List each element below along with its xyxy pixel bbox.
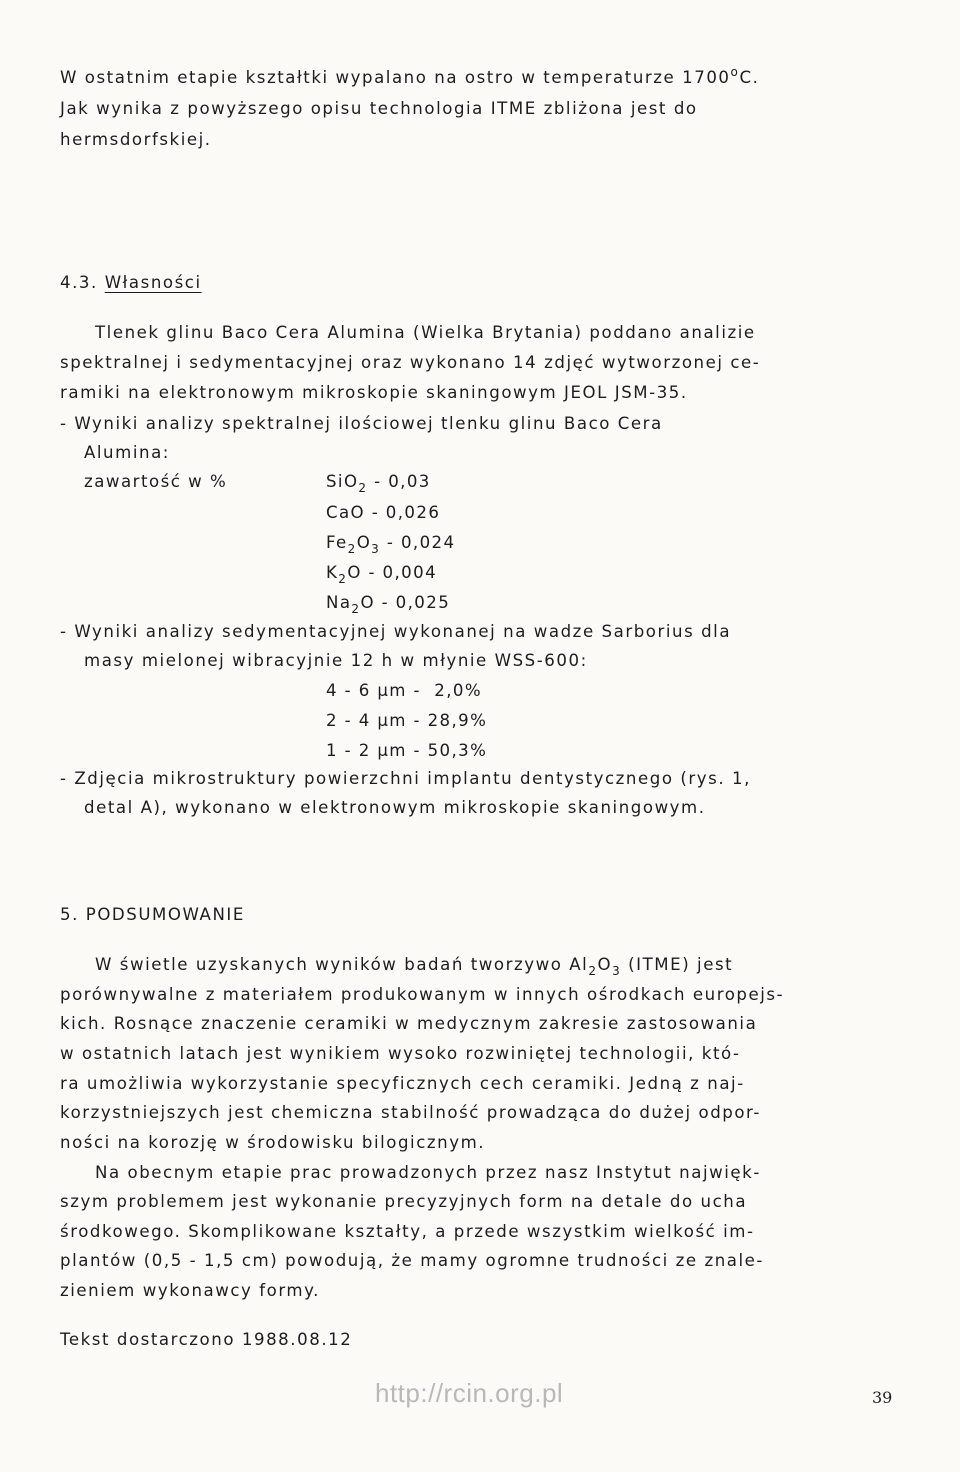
composition-row: [326, 502, 440, 524]
page-number: 39: [872, 1388, 893, 1407]
particle-row: 4 - 6 μm - 2,0%: [326, 681, 483, 700]
bullet-line: detal A), wykonano w elektronowym mikroskopie skaningowym.: [84, 798, 706, 817]
paragraph-line: szym problemem jest wykonanie precyzyjnych form na detale do ucha: [60, 1192, 748, 1211]
formula-sub: 2: [347, 542, 357, 556]
formula-text: K: [326, 563, 339, 582]
paragraph-line: spektralnej i sedymentacyjnej oraz wykonano 14 zdjęć wytworzonej ce-: [60, 353, 761, 372]
particle-row: 2 - 4 μm - 28,9%: [326, 711, 488, 730]
paragraph-line: Na obecnym etapie prac prowadzonych przez nasz Instytut najwięk-: [95, 1163, 761, 1182]
bullet-line: - Zdjęcia mikrostruktury powierzchni implantu dentystycznego (rys. 1,: [60, 769, 751, 788]
formula-text: Fe: [326, 533, 348, 552]
paragraph-line: ramiki na elektronowym mikroskopie skaningowym JEOL JSM-35.: [60, 383, 688, 402]
content-label: zawartość w %: [84, 472, 228, 491]
formula-text: O: [360, 593, 375, 612]
bullet-line: masy mielonej wibracyjnie 12 h w młynie WSS-600:: [84, 651, 588, 670]
paragraph-line: zieniem wykonawcy formy.: [60, 1281, 320, 1300]
formula-text: CaO: [326, 503, 366, 522]
section-title: Własności: [104, 273, 202, 292]
paragraph-line: [95, 954, 733, 976]
paragraph-line: w ostatnich latach jest wynikiem wysoko rozwiniętej technologii, któ-: [60, 1044, 741, 1063]
section-number: 4.3.: [60, 273, 98, 292]
formula-value: - 0,03: [367, 472, 431, 491]
paragraph-text: O: [597, 955, 613, 974]
formula-text: O: [347, 563, 362, 582]
formula-value: - 0,024: [380, 533, 456, 552]
formula-sub: 2: [351, 602, 361, 616]
paragraph-line: ności na korozję w środowisku bilogicznym.: [60, 1133, 486, 1152]
section-heading-5: 5. PODSUMOWANIE: [60, 905, 245, 924]
source-watermark: http://rcin.org.pl: [375, 1378, 564, 1408]
paragraph-line: porównywalne z materiałem produkowanym w innych ośrodkach europejs-: [60, 985, 785, 1004]
intro-line-2: Jak wynika z powyższego opisu technologia ITME zbliżona jest do: [60, 99, 698, 118]
bullet-line: Alumina:: [84, 443, 170, 462]
delivery-date: Tekst dostarczono 1988.08.12: [60, 1330, 353, 1349]
section-heading-4-3: [60, 272, 202, 294]
formula-text: Na: [326, 593, 352, 612]
composition-row: [326, 532, 455, 554]
intro-text-end: C.: [739, 68, 760, 87]
bullet-line: - Wyniki analizy spektralnej ilościowej tlenku glinu Baco Cera: [60, 414, 663, 433]
bullet-line: - Wyniki analizy sedymentacyjnej wykonanej na wadze Sarborius dla: [60, 622, 732, 641]
intro-line-1: [60, 67, 759, 89]
composition-row: [326, 592, 450, 614]
formula-sub: 3: [371, 542, 381, 556]
formula-value: - 0,026: [365, 503, 441, 522]
composition-row: [326, 562, 437, 584]
paragraph-text: W świetle uzyskanych wyników badań tworzywo Al: [95, 955, 589, 974]
degree-mark: o: [730, 65, 740, 79]
composition-row: [326, 471, 431, 493]
intro-text: W ostatnim etapie kształtki wypalano na ostro w temperaturze 1700: [60, 68, 731, 87]
intro-line-3: hermsdorfskiej.: [60, 130, 212, 149]
paragraph-line: kich. Rosnące znaczenie ceramiki w medycznym zakresie zastosowania: [60, 1014, 758, 1033]
paragraph-line: Tlenek glinu Baco Cera Alumina (Wielka Brytania) poddano analizie: [95, 323, 756, 342]
paragraph-line: środkowego. Skomplikowane kształty, a przede wszystkim wielkość im-: [60, 1222, 755, 1241]
formula-sub: 2: [338, 572, 348, 586]
formula-sub: 2: [358, 481, 368, 495]
formula-text: O: [356, 533, 372, 552]
formula-value: - 0,025: [374, 593, 451, 612]
formula-sub: 2: [588, 964, 598, 978]
formula-value: - 0,004: [361, 563, 438, 582]
formula-sub: 3: [612, 964, 622, 978]
paragraph-line: korzystniejszych jest chemiczna stabilność prowadząca do dużej odpor-: [60, 1103, 761, 1122]
paragraph-line: ra umożliwia wykorzystanie specyficznych cech ceramiki. Jedną z naj-: [60, 1074, 745, 1093]
formula-text: SiO: [326, 472, 359, 491]
paragraph-line: plantów (0,5 - 1,5 cm) powodują, że mamy ogromne trudności ze znale-: [60, 1251, 764, 1270]
paragraph-text: (ITME) jest: [621, 955, 734, 974]
particle-row: 1 - 2 μm - 50,3%: [326, 741, 488, 760]
